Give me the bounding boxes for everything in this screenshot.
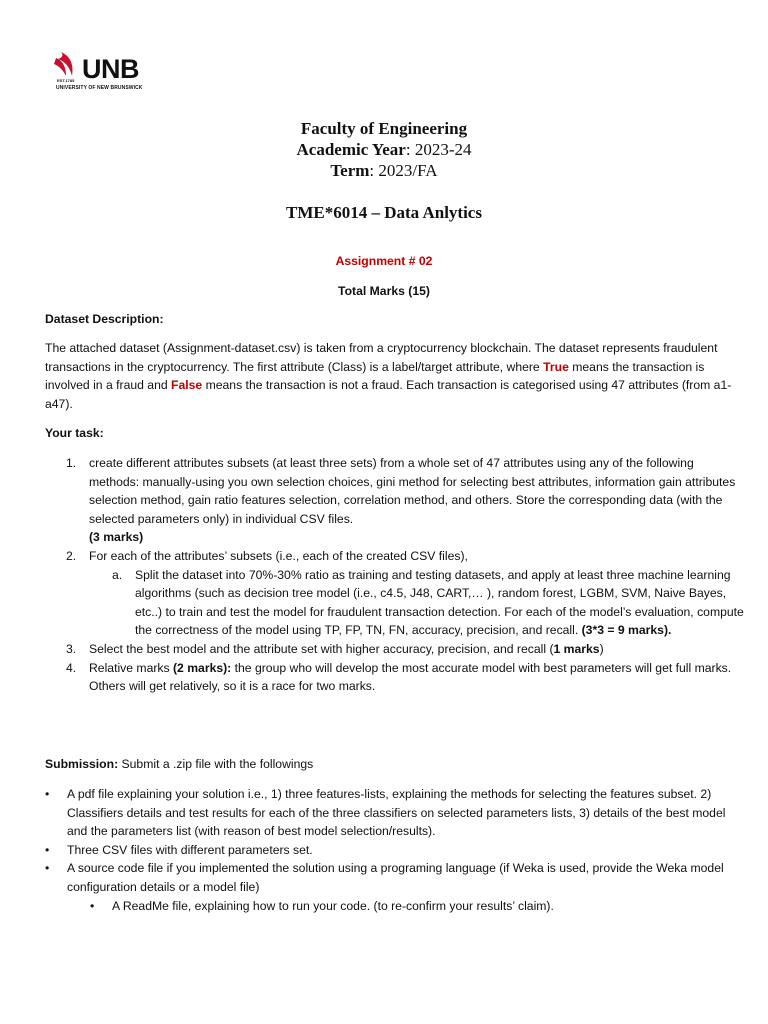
assignment-number: Assignment # 02	[335, 254, 433, 268]
submission-text: Submit a .zip file with the followings	[118, 757, 314, 771]
task-item-2	[45, 547, 745, 566]
task-item-3-text: Select the best model and the attribute set with higher accuracy, precision, and recall (	[89, 641, 554, 656]
dataset-heading: Dataset Description:	[45, 312, 164, 326]
task-item-4-number: 4.	[66, 660, 77, 675]
course-title: TME*6014 – Data Anlytics	[286, 203, 482, 222]
faculty-title: Faculty of Engineering	[300, 119, 468, 138]
task-item-2a	[45, 566, 745, 640]
task-item-1-number: 1.	[66, 456, 77, 470]
task-list	[45, 454, 745, 696]
submission-bullet-2	[45, 841, 745, 860]
task-heading: Your task:	[45, 426, 104, 440]
task-item-3-marks: 1 marks	[553, 641, 600, 656]
task-item-3	[45, 640, 745, 659]
submission-sub-bullet-text: A ReadMe file, explaining how to run your code. (to re-confirm your results’ claim).	[112, 898, 554, 913]
bullet-icon: •	[45, 861, 50, 876]
task-item-2a-letter: a.	[112, 567, 123, 582]
term-value: : 2023/FA	[369, 161, 438, 180]
term-line	[0, 161, 768, 181]
academic-year-line	[0, 140, 768, 160]
unb-logo	[52, 50, 152, 96]
task-item-3-close: )	[599, 641, 604, 656]
task-item-1-text: create different attributes subsets (at least three sets) from a whole set of 47 attributes using any of the following methods: manually-using you own selection choices, gini method for selecting best attributes, information gain attributes selection method, gain ratio features selection, correlation method, and others. Store the corresponding data (with the selected parameters only) in individual CSV files.	[89, 456, 736, 526]
bullet-icon: •	[45, 842, 50, 857]
bullet-icon: •	[45, 787, 50, 801]
term-label: Term	[330, 161, 370, 180]
submission-bullet-3	[45, 859, 745, 896]
submission-bullet-1	[45, 785, 745, 841]
submission-sub-bullet	[45, 897, 745, 916]
bullet-icon: •	[90, 898, 95, 913]
logo-wordmark: UNB	[82, 54, 139, 84]
dataset-description	[45, 339, 745, 413]
task-item-4-marks: (2 marks):	[172, 660, 232, 675]
task-item-3-number: 3.	[66, 641, 77, 656]
submission-bullet-2-text: Three CSV files with different parameters set.	[67, 842, 313, 857]
submission-bullet-1-text: A pdf file explaining your solution i.e., 1) three features-lists, explaining the methods for selecting the features subset. 2) Classifiers details and test results for each of the three classifiers on selected parameters lists, 3) details of the best model and the parameters list (with reason of best model selection/results).	[67, 787, 726, 839]
logo-university-name: UNIVERSITY OF NEW BRUNSWICK	[56, 85, 143, 91]
logo-established: EST.1785	[57, 78, 75, 83]
true-keyword: True	[543, 359, 569, 374]
task-item-1	[45, 454, 745, 547]
academic-year-label: Academic Year	[296, 140, 406, 159]
task-item-4-lead: Relative marks	[89, 660, 173, 675]
total-marks: Total Marks (15)	[338, 284, 430, 298]
task-item-4-text: the group who will develop the most accurate model with best parameters will get full marks. Others will get relatively, so it is a race for two marks.	[89, 660, 732, 694]
dataset-text-1: The attached dataset (Assignment-dataset.csv) is taken from a cryptocurrency blockchain. The dataset represents fraudulent transactions in the cryptocurrency. The first attribute (Class) is a label/target attribute, where	[45, 341, 718, 374]
unb-flame-icon	[52, 50, 82, 80]
task-item-4	[45, 659, 745, 696]
task-item-2a-text: Split the dataset into 70%-30% ratio as training and testing datasets, and apply at least three machine learning algorithms (such as decision tree model (i.e., c4.5, J48, CART,… ), random forest, LGBM, SVM, Naive Bayes, etc..) to train and test the model for fraudulent transaction detection. For each of the model’s evaluation, compute the correctness of the model using TP, FP, TN, FN, accuracy, precision, and recall.	[135, 567, 744, 638]
task-item-2a-marks: (3*3 = 9 marks).	[581, 623, 672, 638]
academic-year-value: : 2023-24	[405, 140, 472, 159]
task-item-2-number: 2.	[66, 548, 77, 563]
submission-bullet-3-text: A source code file if you implemented the solution using a programing language (if Weka is used, provide the Weka model configuration details or a model file)	[67, 861, 724, 894]
submission-list	[45, 785, 745, 915]
task-item-2-text: For each of the attributes’ subsets (i.e., each of the created CSV files),	[89, 548, 468, 563]
submission-heading: Submission:	[45, 757, 119, 771]
task-item-1-marks: (3 marks)	[89, 530, 144, 545]
dataset-text-3: means the transaction is not a fraud. Each transaction is categorised using 47 attributes (from a1- a47).	[45, 378, 732, 411]
submission-line	[45, 755, 745, 774]
false-keyword: False	[171, 378, 203, 393]
dataset-text-2: means the transaction is involved in a fraud and	[45, 359, 705, 393]
